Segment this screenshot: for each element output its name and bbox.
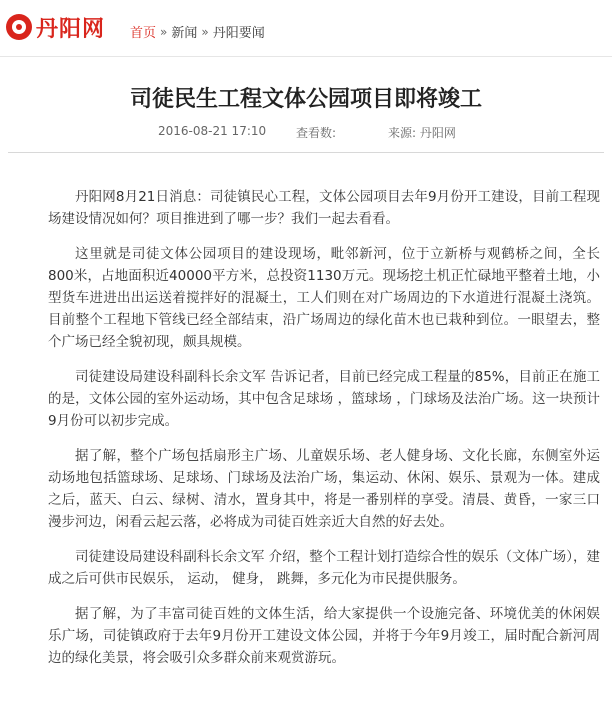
logo-text: 丹阳网	[36, 16, 106, 42]
site-header	[0, 0, 612, 57]
view-count-label: 查看数:	[296, 126, 337, 140]
breadcrumb-danyang-news[interactable]: 丹阳要闻	[212, 26, 265, 41]
article-paragraph: 司徒建设局建设科副科长余文军 介绍，整个工程计划打造综合性的娱乐（文体广场），建成之后可供市民娱乐， 运动， 健身， 跳舞，多元化为市民提供服务。	[48, 549, 600, 587]
site-logo[interactable]	[6, 12, 105, 42]
breadcrumb-news[interactable]: 新闻	[171, 26, 198, 41]
article-paragraph: 司徒建设局建设科副科长余文军 告诉记者，目前已经完成工程量的85%，目前正在施工的是，文体公园的室外运动场，其中包含足球场 ，篮球场 ，门球场及法治广场。这一块预计9月份可以初步完成。	[48, 369, 600, 429]
breadcrumb-separator: »	[160, 24, 168, 39]
title-divider	[8, 152, 604, 153]
article-paragraph: 丹阳网8月21日消息：司徒镇民心工程，文体公园项目去年9月份开工建设，目前工程现场建设情况如何？项目推进到了哪一步？我们一起去看看。	[48, 189, 600, 227]
logo-icon	[6, 14, 32, 40]
article-paragraph: 据了解，为了丰富司徒百姓的文体生活，给大家提供一个设施完备、环境优美的休闲娱乐广场，司徒镇政府于去年9月份开工建设文体公园，并将于今年9月竣工，届时配合新河周边的绿化美景，将会吸引众多群众前来观赏游玩。	[48, 606, 600, 666]
article-paragraph: 这里就是司徒文体公园项目的建设现场，毗邻新河，位于立新桥与观鹤桥之间，全长800米，占地面积近40000平方米，总投资1130万元。现场挖土机正忙碌地平整着土地，小型货车进进出出运送着搅拌好的混凝土，工人们则在对广场周边的下水道进行混凝土浇筑。目前整个工程地下管线已经全部结束，沿广场周边的绿化苗木也已栽种到位。一眼望去，整个广场已经全貌初现，颇具规模。	[48, 246, 600, 350]
source-name: 丹阳网	[419, 126, 456, 140]
source-info	[388, 124, 456, 141]
article-paragraph: 据了解，整个广场包括扇形主广场、儿童娱乐场、老人健身场、文化长廊，东侧室外运动场地包括篮球场、足球场、门球场及法治广场，集运动、休闲、娱乐、景观为一体。建成之后，蓝天、白云、绿树、清水，置身其中，将是一番别样的享受。清晨、黄昏，一家三口漫步河边，闲看云起云落，必将成为司徒百姓亲近大自然的好去处。	[48, 448, 600, 530]
article-meta	[0, 124, 612, 142]
breadcrumb	[130, 22, 265, 41]
breadcrumb-separator: »	[201, 24, 209, 39]
publish-date: 2016-08-21 17:10	[158, 124, 267, 138]
breadcrumb-home[interactable]: 首页	[130, 26, 157, 41]
source-label: 来源:	[388, 126, 417, 140]
article-title: 司徒民生工程文体公园项目即将竣工	[129, 87, 482, 112]
article-body	[48, 186, 600, 682]
